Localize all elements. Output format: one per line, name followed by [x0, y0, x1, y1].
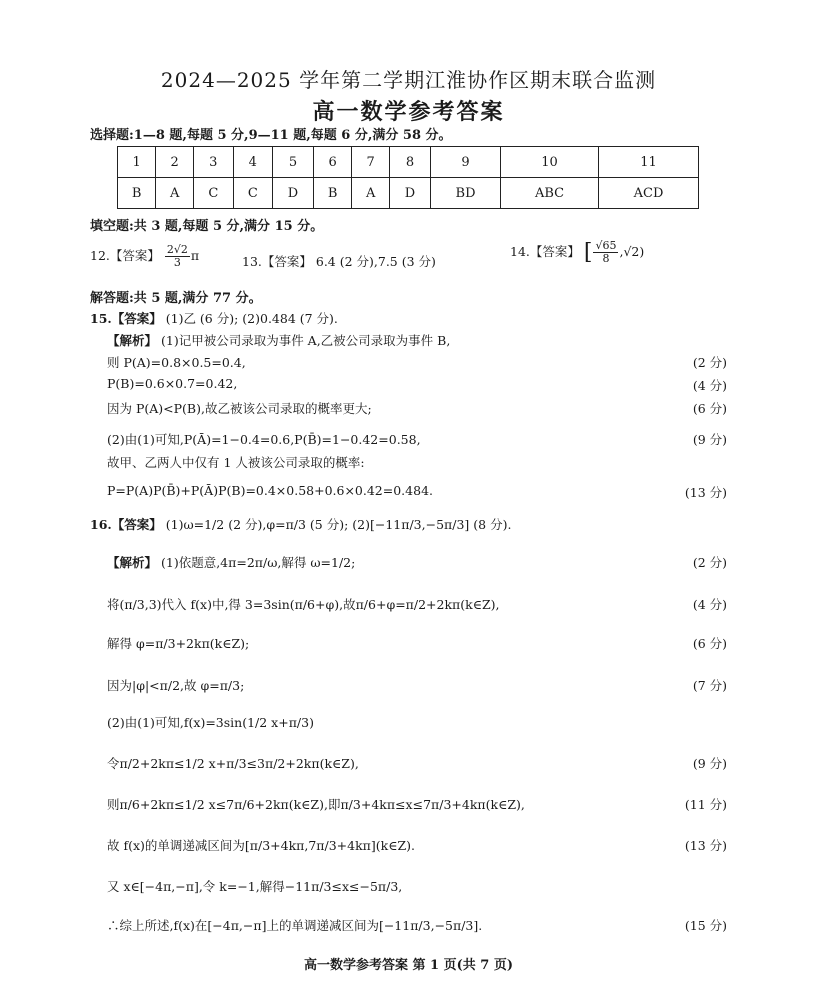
fill-section-intro: 填空题:共 3 题,每题 5 分,满分 15 分。: [90, 219, 324, 234]
left-bracket-icon: [: [583, 240, 593, 266]
table-cell: 8: [390, 147, 431, 178]
table-cell: 4: [233, 147, 272, 178]
table-cell: 6: [313, 147, 351, 178]
q13-label: 13.【答案】: [242, 254, 312, 269]
q13-text: 6.4 (2 分),7.5 (3 分): [315, 254, 436, 269]
q15-line2: 则 P(A)=0.8×0.5=0.4,: [107, 355, 246, 370]
table-cell: A: [156, 178, 194, 209]
table-cell: 5: [273, 147, 314, 178]
q14-fraction: [593, 240, 618, 265]
q12-denominator: 3: [173, 256, 181, 270]
score-mark: (9 分): [692, 432, 727, 447]
table-cell: 10: [501, 147, 599, 178]
q16-line7: 则π/6+2kπ≤1/2 x≤7π/6+2kπ(k∈Z),即π/3+4kπ≤x≤7π/3+4kπ(k∈Z),: [107, 797, 525, 812]
score-mark: (4 分): [692, 378, 727, 393]
q14-numerator: √65: [595, 239, 617, 252]
score-mark: (6 分): [692, 401, 727, 416]
document-title: 2024—2025 学年第二学期江淮协作区期末联合监测: [160, 68, 657, 92]
table-cell: A: [352, 178, 390, 209]
table-cell: ACD: [599, 178, 699, 209]
score-mark: (11 分): [684, 797, 727, 812]
page-footer: 高一数学参考答案 第 1 页(共 7 页): [303, 958, 514, 973]
q14-denominator: 8: [602, 252, 610, 266]
table-cell: B: [313, 178, 351, 209]
score-mark: (6 分): [692, 636, 727, 651]
q15-answer-label: 15.【答案】: [90, 311, 162, 326]
table-cell: 1: [118, 147, 156, 178]
q16-line10: ∴综上所述,f(x)在[−4π,−π]上的单调递减区间为[−11π/3,−5π/3].: [107, 918, 483, 933]
q14-label: 14.【答案】: [510, 244, 580, 260]
table-cell: D: [273, 178, 314, 209]
q15-line6: 故甲、乙两人中仅有 1 人被该公司录取的概率:: [107, 455, 365, 470]
table-cell: BD: [431, 178, 501, 209]
q15-analysis-label: 【解析】: [107, 333, 158, 348]
q15-analysis-line1: [107, 331, 450, 349]
q13-answer: [242, 252, 436, 270]
q16-line8: 故 f(x)的单调递减区间为[π/3+4kπ,7π/3+4kπ](k∈Z).: [107, 838, 416, 853]
q15-line7: P=P(A)P(B̄)+P(Ā)P(B)=0.4×0.58+0.6×0.42=0.484.: [107, 483, 433, 498]
choice-answer-table: [117, 146, 699, 209]
q16-line6: 令π/2+2kπ≤1/2 x+π/3≤3π/2+2kπ(k∈Z),: [107, 756, 359, 771]
score-mark: (13 分): [684, 838, 727, 853]
table-cell: 2: [156, 147, 194, 178]
table-row-numbers: [118, 147, 699, 178]
q16-analysis-line1: [107, 553, 355, 571]
score-mark: (9 分): [692, 756, 727, 771]
q16-answer-label: 16.【答案】: [90, 517, 162, 532]
solve-section-intro: 解答题:共 5 题,满分 77 分。: [90, 291, 262, 306]
q16-answer-text: (1)ω=1/2 (2 分),φ=π/3 (5 分); (2)[−11π/3,−5π/3] (8 分).: [165, 517, 512, 532]
q15-line4: 因为 P(A)<P(B),故乙被该公司录取的概率更大;: [107, 401, 372, 416]
score-mark: (15 分): [684, 918, 727, 933]
score-mark: (4 分): [692, 597, 727, 612]
q16-line5: (2)由(1)可知,f(x)=3sin(1/2 x+π/3): [107, 715, 314, 730]
q15-answer: [90, 309, 338, 327]
q12-fraction: [165, 244, 190, 269]
q15-line5: (2)由(1)可知,P(Ā)=1−0.4=0.6,P(B̄)=1−0.42=0.58,: [107, 432, 421, 447]
score-mark: (13 分): [684, 485, 727, 500]
q14-rest: ,√2): [619, 244, 645, 260]
table-row-answers: [118, 178, 699, 209]
q16-line4: 因为|φ|<π/2,故 φ=π/3;: [107, 678, 245, 693]
choice-section-intro: 选择题:1—8 题,每题 5 分,9—11 题,每题 6 分,满分 58 分。: [90, 128, 452, 143]
table-cell: D: [390, 178, 431, 209]
q16-line2: 将(π/3,3)代入 f(x)中,得 3=3sin(π/6+φ),故π/6+φ=π/2+2kπ(k∈Z),: [107, 597, 500, 612]
q15-analysis-text: (1)记甲被公司录取为事件 A,乙被公司录取为事件 B,: [161, 333, 451, 348]
score-mark: (7 分): [692, 678, 727, 693]
q14-answer: [510, 240, 644, 265]
score-mark: (2 分): [692, 355, 727, 370]
table-cell: B: [118, 178, 156, 209]
q15-line3: P(B)=0.6×0.7=0.42,: [107, 376, 238, 391]
score-mark: (2 分): [692, 555, 727, 570]
document-subtitle: 高一数学参考答案: [312, 99, 505, 125]
table-cell: 11: [599, 147, 699, 178]
q12-pi: π: [190, 248, 200, 264]
q16-answer: [90, 515, 511, 533]
table-cell: 9: [431, 147, 501, 178]
q12-answer: [90, 244, 199, 269]
q16-analysis-text: (1)依题意,4π=2π/ω,解得 ω=1/2;: [161, 555, 356, 570]
table-cell: C: [194, 178, 233, 209]
table-cell: 3: [194, 147, 233, 178]
q12-numerator: 2√2: [166, 243, 188, 256]
q15-answer-text: (1)乙 (6 分); (2)0.484 (7 分).: [165, 311, 338, 326]
q12-label: 12.【答案】: [90, 248, 160, 264]
table-cell: 7: [352, 147, 390, 178]
table-cell: C: [233, 178, 272, 209]
q16-analysis-label: 【解析】: [107, 555, 158, 570]
q16-line3: 解得 φ=π/3+2kπ(k∈Z);: [107, 636, 250, 651]
q16-line9: 又 x∈[−4π,−π],令 k=−1,解得−11π/3≤x≤−5π/3,: [107, 879, 403, 894]
table-cell: ABC: [501, 178, 599, 209]
